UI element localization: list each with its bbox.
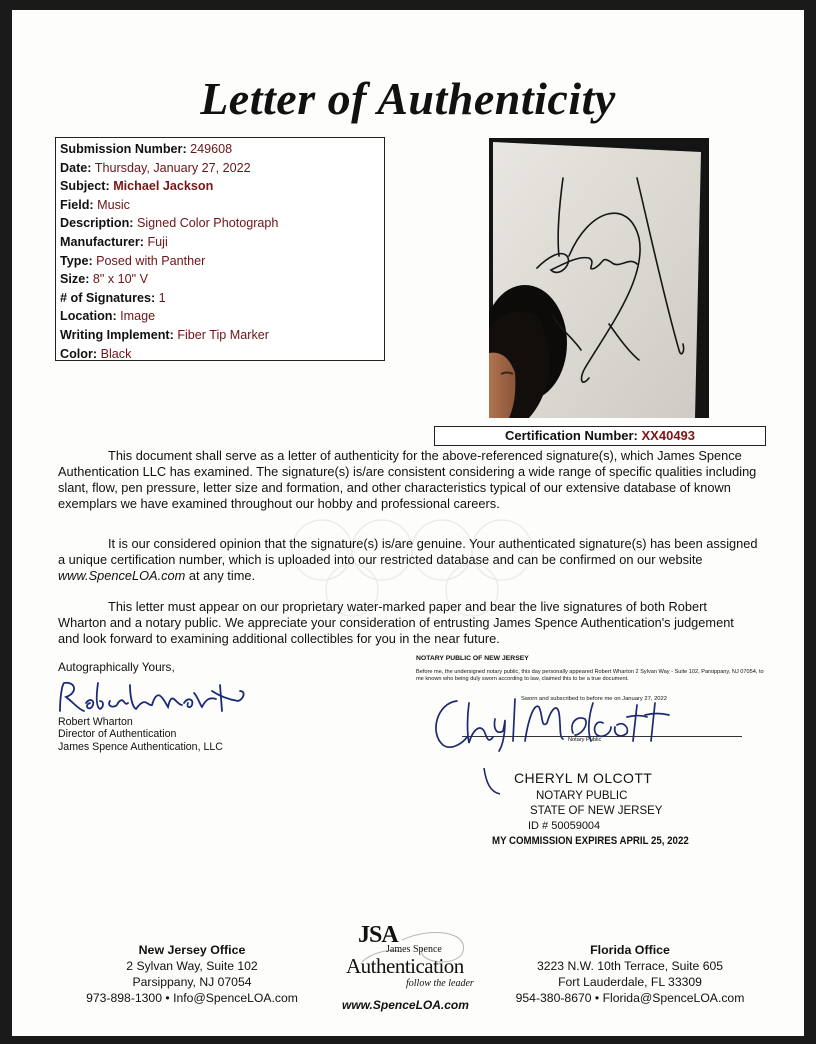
page-title: Letter of Authenticity [200,73,616,124]
detail-label: Description: [60,216,134,231]
detail-label: Manufacturer: [60,234,144,249]
detail-row [60,252,384,271]
detail-row [60,326,384,345]
signer-name: Robert Wharton [58,716,133,728]
detail-value: Fiber Tip Marker [177,327,269,342]
paper-requirement-paragraph: This letter must appear on our proprietary water-marked paper and bear the live signatures of both Robert Wharton and a notary public. We appreciate your consideration of entrusting James Spence Authentication's judgement and look forward to examining additional collectibles for you in the near future. [58,599,734,646]
detail-row [60,307,384,326]
detail-label: Color: [60,346,98,361]
robert-wharton-signature [52,675,252,719]
detail-value: Signed Color Photograph [136,216,279,231]
website-link[interactable]: www.SpenceLOA.com [58,568,186,583]
detail-value: Posed with Panther [96,253,206,268]
notary-sworn-line: Sworn and subscribed to before me on January 27, 2022 [521,696,667,702]
detail-value: Image [120,309,156,324]
nj-office-email[interactable]: Info@SpenceLOA.com [173,991,298,1005]
detail-row [60,289,384,308]
detail-label: # of Signatures: [60,290,156,305]
detail-row [60,140,384,159]
detail-row [60,177,384,196]
detail-label: Location: [60,309,117,324]
notary-heading: NOTARY PUBLIC OF NEW JERSEY [416,655,529,662]
new-jersey-office [72,942,312,1006]
detail-label: Submission Number: [60,142,187,156]
logo-word: Authentication [346,954,464,978]
logo-company: James Spence [386,944,442,955]
detail-row [60,214,384,233]
nj-office-street: 2 Sylvan Way, Suite 102 [126,959,258,973]
notary-public-label: Notary Public [568,737,602,743]
bullet-separator: • [165,991,170,1005]
signer-title: Director of Authentication [58,728,177,741]
jsa-logo [332,922,482,1012]
opinion-text: It is our considered opinion that the signature(s) is/are genuine. Your authenticated signature(s) has been assigned a unique certification number, which is uploaded into our restricted database and can be confirmed on our website [58,536,758,567]
fl-office-phone: 954-380-8670 [515,991,592,1005]
detail-value: 1 [158,290,166,305]
stamp-name: CHERYL M OLCOTT [514,770,653,786]
notary-statement: Before me, the undersigned notary public, this day personally appeared Robert Wharton 2 Sylvan Way - Suite 102, Parsippany, NJ 07054, to me known who being duly sworn according to law, claimed this to be a true document. [416,669,764,682]
detail-value: Fuji [147,234,168,249]
detail-value: 8" x 10" V [92,272,149,287]
item-details-box [55,137,385,361]
stamp-state: STATE OF NEW JERSEY [530,805,663,817]
logo-mark: JSA [358,922,398,948]
authenticity-paragraph: This document shall serve as a letter of authenticity for the above-referenced signature(s), which James Spence Authentication LLC has examined. The signature(s) is/are consistent considering a wide range of specific qualities including slant, flow, pen pressure, letter size and formation, and other characteristics typical of our extensive database of known exemplars we have examined throughout our hobby and professional careers. [58,448,757,511]
photograph-image [489,138,709,418]
nj-office-phone: 973-898-1300 [86,991,162,1005]
closing-salutation: Autographically Yours, [58,660,175,674]
detail-row [60,345,384,364]
signed-photograph [489,138,709,418]
detail-label: Date: [60,160,92,175]
detail-label: Field: [60,197,94,212]
signer-block [58,716,223,753]
opinion-text-end: at any time. [185,568,256,583]
stamp-expiration: MY COMMISSION EXPIRES APRIL 25, 2022 [492,835,689,847]
bullet-separator: • [594,991,600,1005]
detail-value: Thursday, January 27, 2022 [94,160,251,175]
nj-office-city: Parsippany, NJ 07054 [132,975,252,989]
detail-value: Music [97,197,130,212]
opinion-paragraph [58,536,758,584]
nj-office-name: New Jersey Office [138,943,246,957]
detail-label: Size: [60,272,90,287]
detail-label: Type: [60,253,93,268]
fl-office-street: 3223 N.W. 10th Terrace, Suite 605 [536,959,724,973]
letter-sheet [12,10,804,1036]
detail-value: Michael Jackson [113,179,214,194]
fl-office-email[interactable]: Florida@SpenceLOA.com [602,991,745,1005]
stamp-hook-mark [480,768,510,798]
logo-tagline: follow the leader [406,978,474,989]
florida-office [510,942,750,1006]
detail-value: 249608 [190,142,233,156]
detail-row [60,196,384,215]
detail-row [60,159,384,178]
certification-number-box [434,426,766,446]
detail-label: Writing Implement: [60,327,174,342]
fl-office-city: Fort Lauderdale, FL 33309 [558,975,702,989]
stamp-title: NOTARY PUBLIC [536,790,628,802]
detail-row [60,233,384,252]
logo-website[interactable]: www.SpenceLOA.com [342,998,469,1012]
detail-label: Subject: [60,179,110,194]
signer-company: James Spence Authentication, LLC [58,740,223,753]
notary-signature [407,693,707,753]
detail-row [60,270,384,289]
stamp-id: ID # 50059004 [528,820,601,832]
detail-value: Black [100,346,132,361]
fl-office-name: Florida Office [590,943,670,957]
certification-label: Certification Number: [504,428,638,443]
certification-number: XX40493 [641,428,696,443]
